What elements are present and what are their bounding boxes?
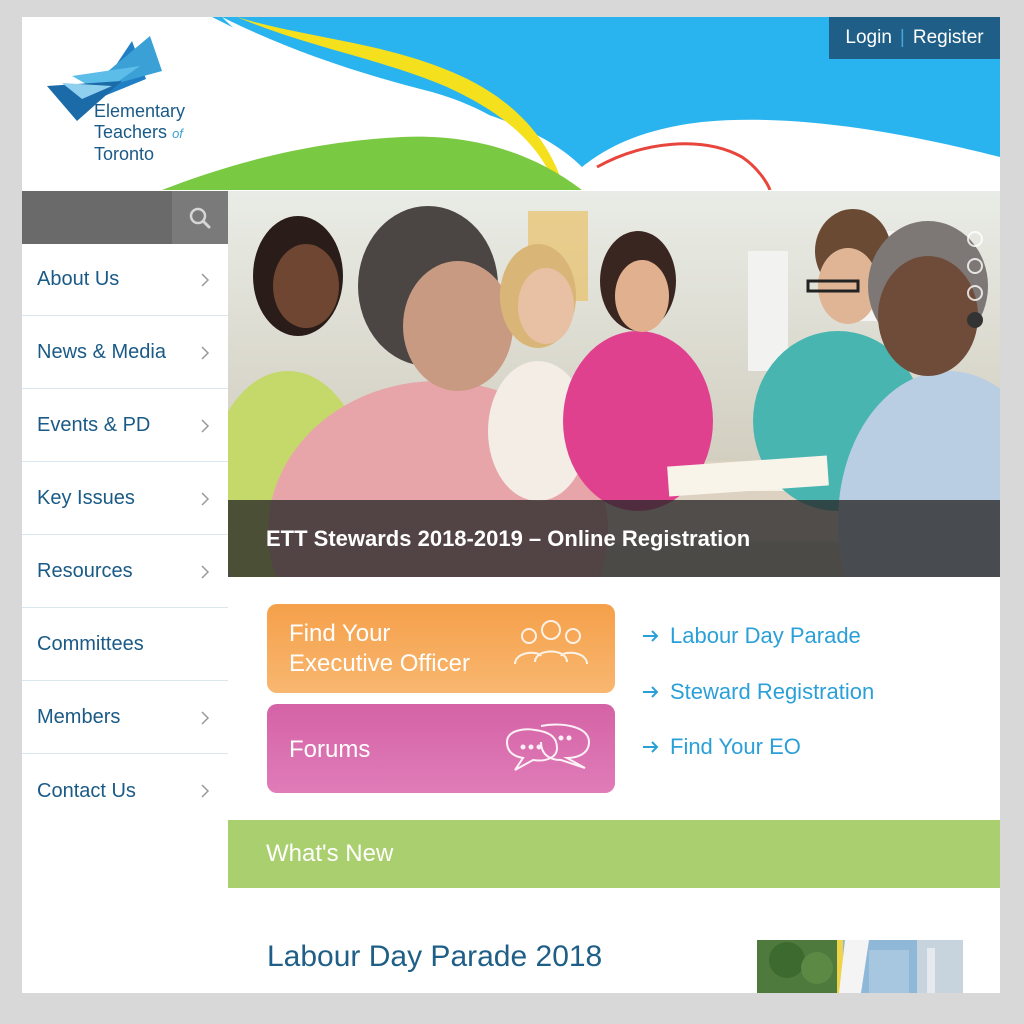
quick-link-labour-day-parade[interactable] — [642, 623, 861, 649]
quick-link-find-your-eo[interactable] — [642, 734, 801, 760]
search-button[interactable] — [172, 191, 228, 244]
logo-line-1: Elementary — [94, 101, 186, 121]
sidebar-item-label: Committees — [37, 633, 144, 655]
chevron-right-icon — [200, 418, 210, 434]
whats-new-heading: What's New — [266, 840, 394, 867]
search-icon — [188, 206, 212, 230]
hero-caption: ETT Stewards 2018-2019 – Online Registration — [266, 525, 751, 551]
auth-separator: | — [899, 27, 905, 48]
sidebar-item-members[interactable] — [22, 682, 228, 754]
sidebar-item-events-pd[interactable] — [22, 390, 228, 462]
hero-caption-bar[interactable] — [228, 500, 1000, 577]
slider-dot-1[interactable] — [967, 231, 983, 247]
sidebar-item-about-us[interactable] — [22, 244, 228, 316]
chevron-right-icon — [200, 345, 210, 361]
sidebar-item-contact-us[interactable] — [22, 755, 228, 827]
arrow-right-icon — [642, 629, 660, 643]
register-link[interactable]: Register — [912, 27, 984, 48]
page — [22, 17, 1000, 993]
chevron-right-icon — [200, 783, 210, 799]
site-logo[interactable] — [42, 31, 242, 181]
sidebar-item-label: Events & PD — [37, 414, 151, 436]
quick-link-steward-registration[interactable] — [642, 679, 874, 705]
quick-link-label: Labour Day Parade — [670, 623, 861, 648]
auth-bar — [829, 17, 1000, 59]
sidebar — [22, 191, 228, 993]
slider-dot-2[interactable] — [967, 258, 983, 274]
slider-pagination — [967, 231, 987, 339]
arrow-right-icon — [642, 740, 660, 754]
slider-dot-3[interactable] — [967, 285, 983, 301]
hero-slider[interactable] — [228, 191, 1000, 577]
sidebar-item-label: About Us — [37, 268, 120, 290]
sidebar-item-label: Members — [37, 706, 121, 728]
sidebar-item-key-issues[interactable] — [22, 463, 228, 535]
sidebar-item-news-media[interactable] — [22, 317, 228, 389]
chevron-right-icon — [200, 272, 210, 288]
logo-line-3: Toronto — [94, 144, 155, 164]
whats-new-banner — [228, 820, 1000, 888]
sidebar-item-resources[interactable] — [22, 536, 228, 608]
chevron-right-icon — [200, 564, 210, 580]
sidebar-item-label: Contact Us — [37, 779, 136, 802]
sidebar-item-committees[interactable] — [22, 609, 228, 681]
chat-bubbles-icon — [501, 720, 595, 776]
people-group-icon — [511, 618, 591, 674]
logo-line-2: Teachers — [94, 122, 168, 142]
arrow-right-icon — [642, 685, 660, 699]
chevron-right-icon — [200, 710, 210, 726]
logo-wordmark — [94, 101, 185, 165]
article-thumbnail-image — [757, 940, 963, 993]
quick-link-label: Find Your EO — [670, 734, 801, 759]
find-eo-line-2: Executive Officer — [289, 650, 470, 677]
search-input[interactable] — [22, 191, 170, 244]
find-eo-line-1: Find Your — [289, 620, 391, 647]
article-title-link[interactable]: Labour Day Parade 2018 — [267, 940, 603, 973]
forums-label: Forums — [289, 736, 371, 763]
find-executive-officer-button[interactable] — [267, 604, 615, 693]
sidebar-item-label: Key Issues — [37, 487, 135, 509]
sidebar-item-label: Resources — [37, 560, 133, 582]
login-link[interactable]: Login — [845, 27, 892, 48]
forums-button[interactable] — [267, 704, 615, 793]
quick-link-label: Steward Registration — [670, 679, 875, 704]
chevron-right-icon — [200, 491, 210, 507]
article-thumbnail[interactable] — [757, 940, 963, 993]
search-bar — [22, 191, 228, 244]
slider-dot-4[interactable] — [967, 312, 983, 328]
site-header — [22, 17, 1000, 190]
sidebar-item-label: News & Media — [37, 341, 166, 363]
logo-of: of — [172, 126, 183, 141]
find-eo-label — [289, 619, 470, 679]
